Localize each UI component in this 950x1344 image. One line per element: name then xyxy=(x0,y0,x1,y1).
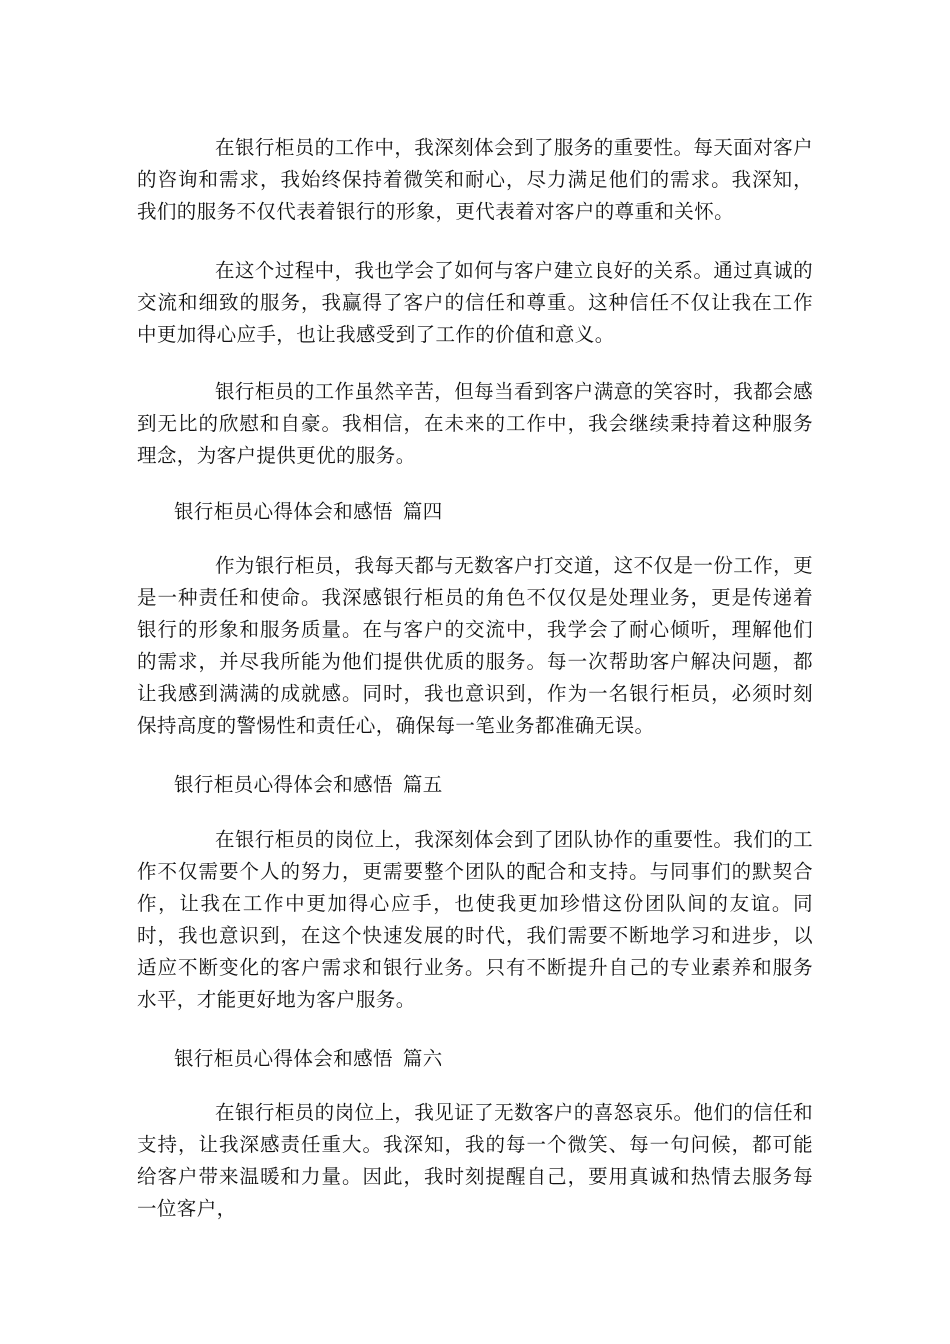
section-heading-6 xyxy=(174,1043,814,1075)
section-label: 篇六 xyxy=(402,1047,443,1070)
section-heading-4 xyxy=(174,496,814,528)
paragraph-2: 在这个过程中，我也学会了如何与客户建立良好的关系。通过真诚的交流和细致的服务，我赢得了客户的信任和尊重。这种信任不仅让我在工作中更加得心应手，也让我感受到了工作的价值和意义。 xyxy=(137,259,813,346)
section-heading-5 xyxy=(174,769,814,801)
section-label: 篇四 xyxy=(402,500,443,523)
section-4-text: 作为银行柜员，我每天都与无数客户打交道，这不仅是一份工作，更是一种责任和使命。我深感银行柜员的角色不仅仅是处理业务，更是传递着银行的形象和服务质量。在与客户的交流中，我学会了耐心倾听，理解他们的需求，并尽我所能为他们提供优质的服务。每一次帮助客户解决问题，都让我感到满满的成就感。同时，我也意识到，作为一名银行柜员，必须时刻保持高度的警惕性和责任心，确保每一笔业务都准确无误。 xyxy=(137,554,813,737)
section-title: 银行柜员心得体会和感悟 xyxy=(174,500,393,523)
section-6-text: 在银行柜员的岗位上，我见证了无数客户的喜怒哀乐。他们的信任和支持，让我深感责任重大。我深知，我的每一个微笑、每一句问候，都可能给客户带来温暖和力量。因此，我时刻提醒自己，要用真诚和热情去服务每一位客户， xyxy=(137,1101,813,1220)
paragraph-1: 在银行柜员的工作中，我深刻体会到了服务的重要性。每天面对客户的咨询和需求，我始终保持着微笑和耐心，尽力满足他们的需求。我深知，我们的服务不仅代表着银行的形象，更代表着对客户的尊重和关怀。 xyxy=(137,136,813,223)
section-label: 篇五 xyxy=(402,773,443,796)
section-title: 银行柜员心得体会和感悟 xyxy=(174,1047,393,1070)
section-5-text: 在银行柜员的岗位上，我深刻体会到了团队协作的重要性。我们的工作不仅需要个人的努力，更需要整个团队的配合和支持。与同事们的默契合作，让我在工作中更加得心应手，也使我更加珍惜这份团队间的友谊。同时，我也意识到，在这个快速发展的时代，我们需要不断地学习和进步，以适应不断变化的客户需求和银行业务。只有不断提升自己的专业素养和服务水平，才能更好地为客户服务。 xyxy=(137,828,813,1011)
paragraph-3: 银行柜员的工作虽然辛苦，但每当看到客户满意的笑容时，我都会感到无比的欣慰和自豪。我相信，在未来的工作中，我会继续秉持着这种服务理念，为客户提供更优的服务。 xyxy=(137,380,813,467)
section-title: 银行柜员心得体会和感悟 xyxy=(174,773,393,796)
